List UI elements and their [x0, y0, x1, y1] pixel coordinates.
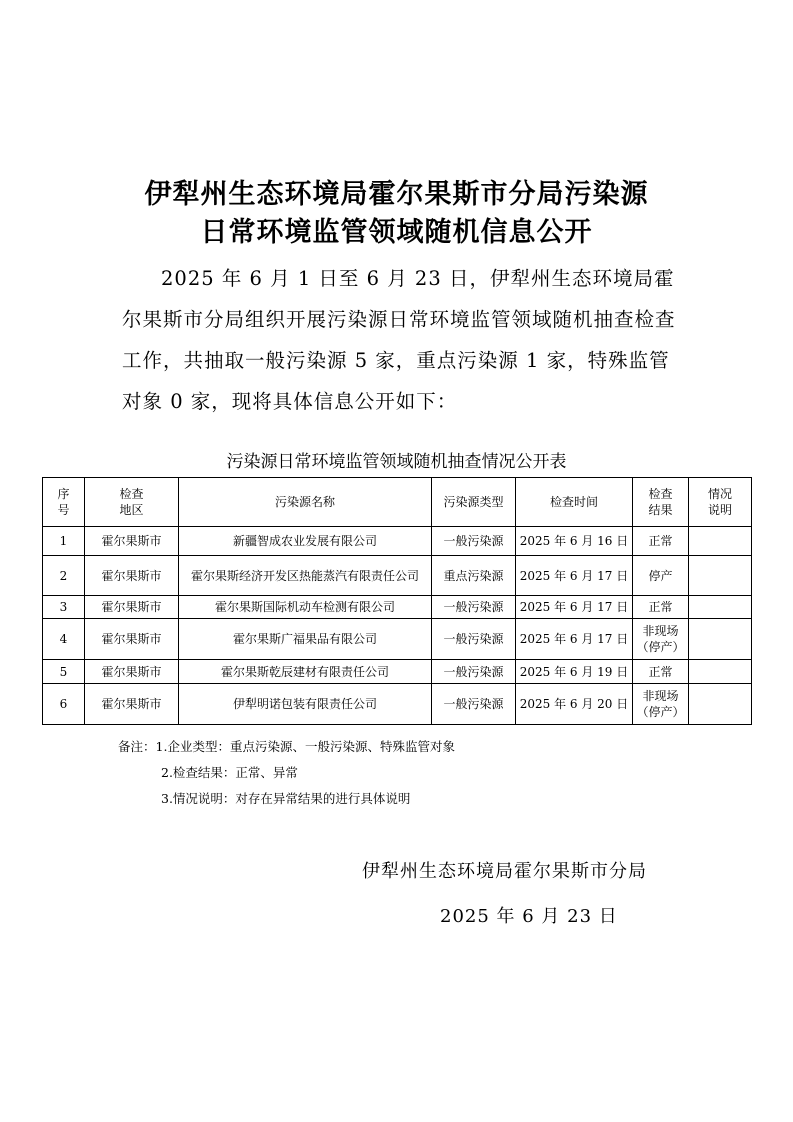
inspection-table [42, 477, 752, 725]
cell-name: 霍尔果斯国际机动车检测有限公司 [179, 596, 432, 619]
cell-area: 霍尔果斯市 [85, 556, 179, 596]
note-line-1: 备注：1.企业类型：重点污染源、一般污染源、特殊监管对象 [118, 739, 455, 754]
cell-result: 正常 [633, 660, 689, 684]
table-row [43, 619, 752, 660]
cell-result: 非现场 （停产） [633, 619, 689, 660]
cell-result: 正常 [633, 527, 689, 556]
table-title: 污染源日常环境监管领域随机抽查情况公开表 [226, 452, 567, 472]
cell-remark [689, 684, 752, 725]
cell-type: 一般污染源 [432, 619, 516, 660]
cell-remark [689, 660, 752, 684]
cell-name: 伊犁明诺包装有限责任公司 [179, 684, 432, 725]
cell-area: 霍尔果斯市 [85, 596, 179, 619]
cell-date: 2025 年 6 月 17 日 [516, 596, 633, 619]
cell-area: 霍尔果斯市 [85, 660, 179, 684]
table-row [43, 660, 752, 684]
cell-type: 一般污染源 [432, 527, 516, 556]
cell-seq: 4 [43, 619, 85, 660]
cell-name: 新疆智成农业发展有限公司 [179, 527, 432, 556]
cell-result: 非现场 （停产） [633, 684, 689, 725]
table-row [43, 684, 752, 725]
notes-block [118, 734, 455, 812]
signature-date: 2025 年 6 月 23 日 [440, 906, 618, 927]
document-title-line2: 日常环境监管领域随机信息公开 [200, 217, 593, 248]
table-row [43, 527, 752, 556]
cell-area: 霍尔果斯市 [85, 619, 179, 660]
header-remark: 情况 说明 [689, 478, 752, 527]
cell-result: 正常 [633, 596, 689, 619]
table-row [43, 556, 752, 596]
cell-seq: 6 [43, 684, 85, 725]
table-header-row [43, 478, 752, 527]
cell-name: 霍尔果斯乾辰建材有限责任公司 [179, 660, 432, 684]
cell-date: 2025 年 6 月 19 日 [516, 660, 633, 684]
header-name: 污染源名称 [179, 478, 432, 527]
cell-seq: 1 [43, 527, 85, 556]
header-area: 检查 地区 [85, 478, 179, 527]
cell-name: 霍尔果斯经济开发区热能蒸汽有限责任公司 [179, 556, 432, 596]
header-type: 污染源类型 [432, 478, 516, 527]
cell-seq: 5 [43, 660, 85, 684]
cell-type: 一般污染源 [432, 684, 516, 725]
cell-area: 霍尔果斯市 [85, 527, 179, 556]
note-line-3: 3.情况说明：对存在异常结果的进行具体说明 [161, 791, 411, 806]
cell-type: 一般污染源 [432, 660, 516, 684]
cell-date: 2025 年 6 月 20 日 [516, 684, 633, 725]
intro-paragraph: 2025 年 6 月 1 日至 6 月 23 日，伊犁州生态环境局霍尔果斯市分局组织开展污染源日常环境监管领域随机抽查检查工作，共抽取一般污染源 5 家，重点污染源 1 家，特殊监管对象 0 家，现将具体信息公开如下： [122, 267, 676, 413]
cell-type: 一般污染源 [432, 596, 516, 619]
cell-remark [689, 527, 752, 556]
cell-date: 2025 年 6 月 17 日 [516, 556, 633, 596]
header-seq: 序 号 [43, 478, 85, 527]
cell-type: 重点污染源 [432, 556, 516, 596]
cell-seq: 2 [43, 556, 85, 596]
table-row [43, 596, 752, 619]
header-time: 检查时间 [516, 478, 633, 527]
header-result: 检查 结果 [633, 478, 689, 527]
document-title-line1: 伊犁州生态环境局霍尔果斯市分局污染源 [144, 179, 649, 210]
cell-date: 2025 年 6 月 17 日 [516, 619, 633, 660]
note-line-2: 2.检查结果：正常、异常 [161, 765, 298, 780]
cell-name: 霍尔果斯广福果品有限公司 [179, 619, 432, 660]
cell-result: 停产 [633, 556, 689, 596]
cell-area: 霍尔果斯市 [85, 684, 179, 725]
cell-seq: 3 [43, 596, 85, 619]
cell-remark [689, 596, 752, 619]
cell-remark [689, 619, 752, 660]
cell-remark [689, 556, 752, 596]
cell-date: 2025 年 6 月 16 日 [516, 527, 633, 556]
signature-org: 伊犁州生态环境局霍尔果斯市分局 [362, 861, 647, 882]
